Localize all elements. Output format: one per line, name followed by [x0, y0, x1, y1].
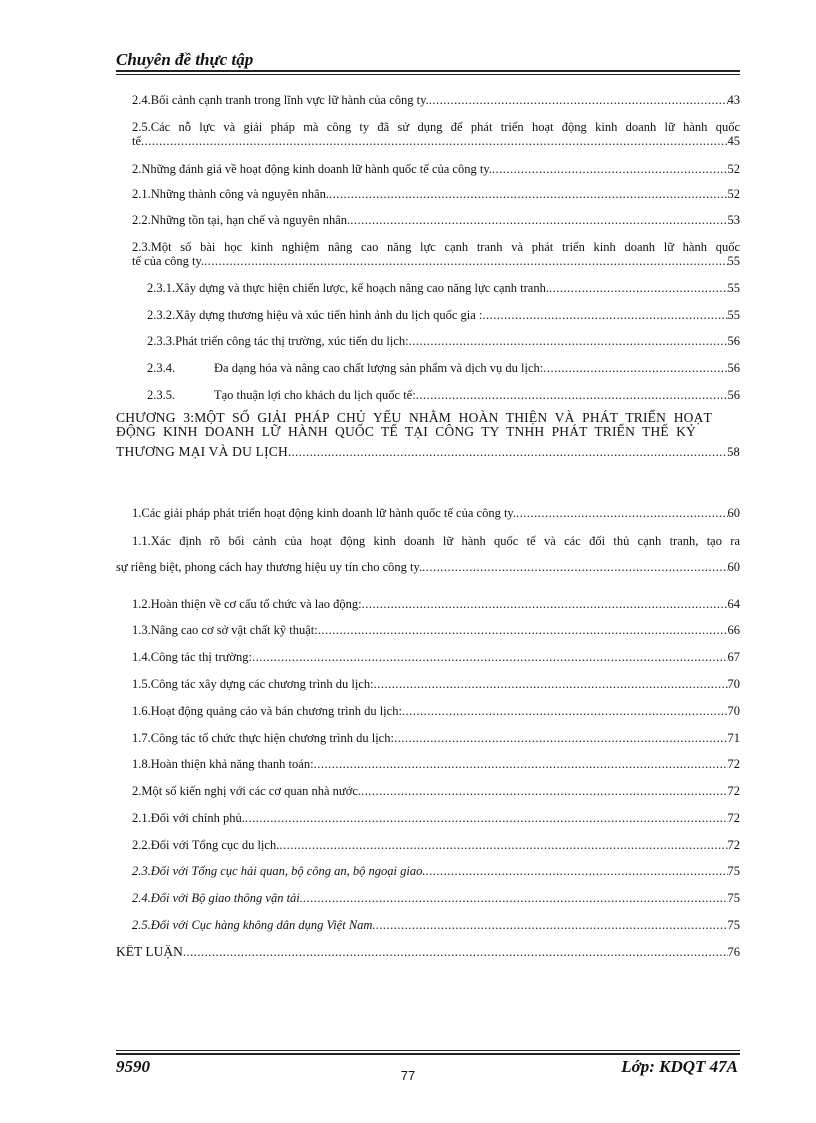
dot-leader	[549, 281, 728, 295]
toc-page-number: 71	[727, 731, 740, 745]
toc-entry-text: Đa dạng hóa và nâng cao chất lượng sản phẩm và dịch vụ du lịch:	[214, 361, 544, 375]
toc-page-number: 72	[727, 784, 740, 798]
toc-page-number: 56	[727, 361, 740, 375]
toc-entry-text: 2.1.Đối với chính phủ.	[132, 811, 245, 825]
toc-entry-text: 1.2.Hoàn thiện về cơ cấu tổ chức và lao động:	[132, 597, 362, 611]
toc-page-number: 67	[727, 650, 740, 664]
dot-leader	[279, 838, 727, 852]
toc-page-number: 53	[727, 213, 740, 227]
dot-leader	[429, 93, 728, 107]
toc-entry[interactable]	[132, 677, 740, 691]
toc-entry-text-cont: tế	[132, 134, 142, 148]
dot-leader	[329, 187, 727, 201]
toc-page-number: 56	[727, 388, 740, 402]
dot-leader	[292, 439, 728, 465]
toc-entry-text: 1.7.Công tác tổ chức thực hiện chương trình du lịch:	[132, 731, 394, 745]
toc-entry[interactable]	[132, 838, 740, 852]
footer-rule	[116, 1053, 740, 1055]
toc-entry[interactable]	[147, 361, 740, 375]
toc-page-number: 58	[727, 445, 740, 459]
toc-entry[interactable]	[132, 784, 740, 798]
dot-leader	[425, 864, 727, 878]
toc-entry-text: 2.5.Đối với Cục hàng không dân dụng Việt Nam.	[132, 918, 376, 932]
toc-page-number: 55	[727, 254, 740, 268]
header-rule-thin	[116, 74, 740, 75]
chapter-title-line1: CHƯƠNG 3:MỘT SỐ GIẢI PHÁP CHỦ YẾU NHẰM HOÀN THIỆN VÀ PHÁT TRIỂN HOẠT	[116, 410, 712, 425]
toc-entry[interactable]	[147, 308, 740, 322]
toc-entry-text: 2.4.Bối cảnh cạnh tranh trong lĩnh vực lữ hành của công ty.	[132, 93, 429, 107]
toc-entry-text: 2.3.1.Xây dựng và thực hiện chiến lược, kế hoạch nâng cao năng lực cạnh tranh.	[147, 281, 549, 295]
toc-page-number: 72	[727, 811, 740, 825]
toc-page-number: 64	[727, 597, 740, 611]
dot-leader	[361, 784, 728, 798]
toc-entry-text: 2.3.3.Phát triển công tác thị trường, xúc tiến du lịch:	[147, 334, 409, 348]
header-rule	[116, 70, 740, 72]
footer-student-id: 9590	[116, 1057, 150, 1076]
footer-rule-thin	[116, 1050, 740, 1051]
dot-leader	[394, 731, 728, 745]
toc-page-number: 70	[727, 704, 740, 718]
dot-leader	[245, 811, 728, 825]
toc-page-number: 52	[727, 162, 740, 176]
toc-entry-text: 2.Những đánh giá về hoạt động kinh doanh lữ hành quốc tế của công ty.	[132, 162, 492, 176]
toc-entry-text: 1.5.Công tác xây dựng các chương trình du lịch:	[132, 677, 374, 691]
toc-entry-text: Tạo thuận lợi cho khách du lịch quốc tế:	[214, 388, 416, 402]
toc-page-number: 55	[727, 308, 740, 322]
toc-entry[interactable]	[132, 213, 740, 227]
toc-entry-number: 2.3.5.	[147, 388, 176, 402]
running-header-title: Chuyên đề thực tập	[116, 50, 254, 69]
toc-entry-text: 1.1.Xác định rõ bối cảnh của hoạt động kinh doanh lữ hành quốc tế và các đối thủ cạnh tranh, tạo ra	[132, 534, 740, 548]
toc-entry[interactable]	[132, 162, 740, 176]
toc-entry-text-cont: sự riêng biệt, phong cách hay thương hiệu uy tín cho công ty.	[116, 560, 423, 574]
dot-leader	[204, 254, 727, 268]
toc-page-number: 60	[727, 560, 740, 574]
toc-entry-text-cont: tế của công ty.	[132, 254, 205, 268]
toc-page-number: 72	[727, 838, 740, 852]
toc-entry-text: 1.3.Nâng cao cơ sở vật chất kỹ thuật:	[132, 623, 318, 637]
dot-leader	[492, 162, 728, 176]
dot-leader	[402, 704, 728, 718]
toc-entry[interactable]	[132, 187, 740, 201]
toc-page-number: 56	[727, 334, 740, 348]
dot-leader	[543, 361, 727, 375]
toc-entry[interactable]	[132, 597, 740, 611]
toc-entry-text: 2.2.Đối với Tổng cục du lịch.	[132, 838, 280, 852]
toc-entry-text: 1.8.Hoàn thiện khả năng thanh toán:	[132, 757, 314, 771]
toc-page-number: 75	[727, 891, 740, 905]
dot-leader	[409, 334, 728, 348]
dot-leader	[376, 918, 728, 932]
toc-entry[interactable]	[132, 120, 740, 148]
footer-class-label: Lớp: KDQT 47A	[621, 1057, 738, 1076]
toc-entry[interactable]	[147, 388, 740, 402]
toc-entry[interactable]	[147, 281, 740, 295]
toc-entry-text: 1.6.Hoạt động quảng cáo và bán chương trình du lịch:	[132, 704, 402, 718]
page-number: 77	[400, 1068, 416, 1083]
dot-leader	[183, 945, 728, 959]
toc-entry[interactable]	[132, 506, 740, 520]
toc-entry-text: KẾT LUẬN	[116, 945, 183, 959]
toc-entry[interactable]	[132, 811, 740, 825]
dot-leader	[350, 213, 727, 227]
toc-page-number: 70	[727, 677, 740, 691]
toc-entry-conclusion[interactable]	[116, 945, 740, 959]
chapter-title-line3: THƯƠNG MẠI VÀ DU LỊCH.	[116, 444, 292, 459]
toc-entry[interactable]	[132, 704, 740, 718]
toc-entry[interactable]	[116, 534, 740, 574]
dot-leader	[374, 677, 728, 691]
toc-chapter-entry[interactable]	[116, 411, 740, 465]
toc-page-number: 55	[727, 281, 740, 295]
toc-entry[interactable]	[132, 891, 740, 905]
dot-leader	[422, 560, 727, 574]
toc-entry[interactable]	[132, 918, 740, 932]
toc-entry[interactable]	[132, 623, 740, 637]
dot-leader	[416, 388, 728, 402]
toc-entry-text: 2.4.Đối với Bộ giao thông vận tải.	[132, 891, 303, 905]
dot-leader	[314, 757, 728, 771]
toc-entry[interactable]	[132, 240, 740, 268]
toc-entry-number: 2.3.4.	[147, 361, 176, 375]
toc-entry-text: 2.3.2.Xây dựng thương hiệu và xúc tiến hình ảnh du lịch quốc gia :	[147, 308, 483, 322]
toc-page-number: 45	[727, 134, 740, 148]
toc-entry-text: 2.5.Các nỗ lực và giải pháp mà công ty đã sử dụng để phát triển hoạt động kinh doanh lữ hành quốc	[132, 120, 740, 134]
dot-leader	[141, 134, 727, 148]
toc-page-number: 60	[727, 506, 740, 520]
dot-leader	[318, 623, 728, 637]
toc-entry[interactable]	[132, 864, 740, 878]
dot-leader	[252, 650, 728, 664]
toc-entry[interactable]	[132, 93, 740, 107]
dot-leader	[482, 308, 727, 322]
dot-leader	[303, 891, 728, 905]
toc-page-number: 52	[727, 187, 740, 201]
chapter-title-line2: ĐỘNG KINH DOANH LỮ HÀNH QUỐC TẾ TẠI CÔNG TY TNHH PHÁT TRIỂN THẾ KỶ	[116, 424, 696, 439]
toc-entry[interactable]	[132, 731, 740, 745]
toc-page-number: 75	[727, 864, 740, 878]
toc-page-number: 43	[727, 93, 740, 107]
toc-entry[interactable]	[132, 650, 740, 664]
toc-entry-text: 1.4.Công tác thị trường:	[132, 650, 252, 664]
toc-page-number: 72	[727, 757, 740, 771]
toc-page-number: 75	[727, 918, 740, 932]
toc-entry-text: 2.1.Những thành công và nguyên nhân.	[132, 187, 330, 201]
toc-page-number: 76	[727, 945, 740, 959]
toc-entry-text: 2.2.Những tồn tại, hạn chế và nguyên nhân.	[132, 213, 351, 227]
toc-entry-text: 2.3.Một số bài học kinh nghiệm nâng cao năng lực cạnh tranh và phát triển kinh doanh lữ hành quốc	[132, 240, 740, 254]
toc-entry-text: 1.Các giải pháp phát triển hoạt động kinh doanh lữ hành quốc tế của công ty.	[132, 506, 516, 520]
toc-entry[interactable]	[132, 757, 740, 771]
toc-entry-text: 2.3.Đối với Tổng cục hải quan, bộ công an, bộ ngoại giao.	[132, 864, 426, 878]
toc-entry[interactable]	[147, 334, 740, 348]
dot-leader	[362, 597, 728, 611]
dot-leader	[516, 506, 728, 520]
toc-entry-text: 2.Một số kiến nghị với các cơ quan nhà nước.	[132, 784, 361, 798]
toc-page-number: 66	[727, 623, 740, 637]
